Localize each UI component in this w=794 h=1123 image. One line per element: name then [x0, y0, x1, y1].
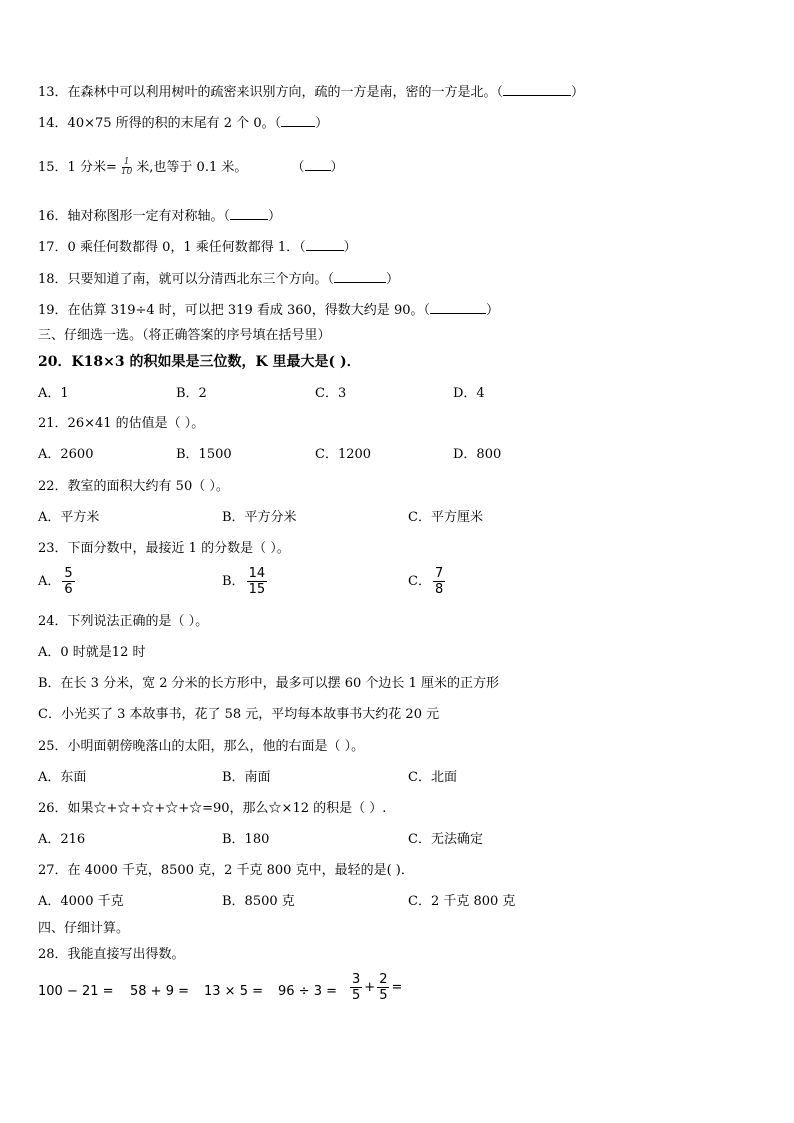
- section-3-heading: 三、仔细选一选。（将正确答案的序号填在括号里）: [38, 328, 331, 343]
- question-16-text: 16．轴对称图形一定有对称轴。（: [38, 209, 231, 224]
- question-21: 21．26×41 的估值是（ ）。: [38, 416, 205, 431]
- option-26-b[interactable]: B．180: [222, 832, 270, 847]
- question-20: 20．K18×3 的积如果是三位数，K 里最大是( )．: [38, 354, 361, 370]
- fraction-2-5: $\frac{2}{5}$: [379, 972, 388, 1003]
- option-25-b[interactable]: B．南面: [222, 770, 271, 785]
- expression-58-plus-9: 58 + 9 =: [130, 984, 189, 999]
- option-22-a[interactable]: A．平方米: [38, 510, 100, 525]
- option-20-b[interactable]: B．2: [176, 386, 207, 401]
- question-13-text: 13．在森林中可以利用树叶的疏密来识别方向，疏的一方是南，密的一方是北。（: [38, 85, 504, 100]
- answer-blank-16[interactable]: [230, 207, 268, 220]
- question-26: 26．如果☆+☆+☆+☆+☆=90，那么☆×12 的积是（ ）.: [38, 801, 387, 816]
- option-23-b[interactable]: B． $\frac{14}{15}$: [222, 566, 266, 597]
- answer-blank-17[interactable]: [306, 238, 344, 251]
- expression-13-times-5: 13 × 5 =: [204, 984, 263, 999]
- question-23: 23．下面分数中，最接近 1 的分数是（ ）。: [38, 541, 290, 556]
- option-26-a[interactable]: A．216: [38, 832, 86, 847]
- question-14: 14．40×75 所得的积的末尾有 2 个 0。（ ）: [38, 116, 329, 131]
- answer-blank-19[interactable]: [430, 301, 486, 314]
- question-15: 15．1 分米= $\frac{1}{10}$ 米,也等于 0.1 米。 （ ）: [38, 157, 344, 177]
- question-19: 19．在估算 319÷4 时，可以把 319 看成 360，得数大约是 90。（ ）: [38, 303, 499, 318]
- option-26-c[interactable]: C．无法确定: [408, 832, 483, 847]
- question-16: 16．轴对称图形一定有对称轴。（ ）: [38, 209, 282, 224]
- question-19-text: 19．在估算 319÷4 时，可以把 319 看成 360，得数大约是 90。（: [38, 303, 430, 318]
- question-13: 13．在森林中可以利用树叶的疏密来识别方向，疏的一方是南，密的一方是北。（ ）: [38, 85, 585, 100]
- question-15-text-post: 米,也等于 0.1 米。: [136, 160, 248, 175]
- question-24: 24．下列说法正确的是（ ）。: [38, 614, 209, 629]
- answer-blank-18[interactable]: [334, 270, 386, 283]
- fraction-1-10: $\frac{1}{10}$: [120, 157, 133, 177]
- option-23-a[interactable]: A． $\frac{5}{6}$: [38, 566, 73, 597]
- option-21-c[interactable]: C．1200: [315, 447, 372, 462]
- option-27-b[interactable]: B．8500 克: [222, 894, 295, 909]
- option-20-c[interactable]: C．3: [315, 386, 347, 401]
- option-20-a[interactable]: A．1: [38, 386, 69, 401]
- option-24-a[interactable]: A．0 时就是12 时: [38, 645, 146, 660]
- question-14-text: 14．40×75 所得的积的末尾有 2 个 0。（: [38, 116, 282, 131]
- question-18: 18．只要知道了南，就可以分清西北东三个方向。（ ）: [38, 272, 400, 287]
- option-20-d[interactable]: D．4: [453, 386, 485, 401]
- question-17-text: 17．0 乘任何数都得 0，1 乘任何数都得 1．（: [38, 240, 306, 255]
- option-22-c[interactable]: C．平方厘米: [408, 510, 483, 525]
- option-25-a[interactable]: A．东面: [38, 770, 87, 785]
- question-17: 17．0 乘任何数都得 0，1 乘任何数都得 1．（ ）: [38, 240, 357, 255]
- answer-blank-13[interactable]: [503, 83, 571, 96]
- fraction-5-6: $\frac{5}{6}$: [64, 566, 73, 597]
- option-25-c[interactable]: C．北面: [408, 770, 457, 785]
- option-24-b[interactable]: B．在长 3 分米，宽 2 分米的长方形中，最多可以摆 60 个边长 1 厘米的正方形: [38, 676, 499, 691]
- fraction-7-8: $\frac{7}{8}$: [434, 566, 444, 597]
- expression-96-div-3: 96 ÷ 3 =: [278, 984, 337, 999]
- expression-100-minus-21: 100 − 21 =: [38, 984, 114, 999]
- option-21-a[interactable]: A．2600: [38, 447, 94, 462]
- option-24-c[interactable]: C．小光买了 3 本故事书，花了 58 元，平均每本故事书大约花 20 元: [38, 707, 440, 722]
- question-25: 25．小明面朝傍晚落山的太阳，那么，他的右面是（ ）。: [38, 739, 365, 754]
- question-27: 27．在 4000 千克，8500 克，2 千克 800 克中，最轻的是( )．: [38, 863, 414, 878]
- answer-blank-14[interactable]: [281, 114, 315, 127]
- fraction-14-15: $\frac{14}{15}$: [248, 566, 266, 597]
- option-27-c[interactable]: C．2 千克 800 克: [408, 894, 516, 909]
- answer-blank-15[interactable]: [305, 158, 331, 171]
- question-28: 28．我能直接写出得数。: [38, 947, 185, 962]
- option-27-a[interactable]: A．4000 千克: [38, 894, 124, 909]
- section-4-heading: 四、仔细计算。: [38, 921, 130, 936]
- fraction-3-5: $\frac{3}{5}$: [352, 972, 361, 1003]
- question-15-text-pre: 15．1 分米=: [38, 160, 117, 175]
- option-21-d[interactable]: D．800: [453, 447, 502, 462]
- question-22: 22．教室的面积大约有 50（ ）。: [38, 479, 229, 494]
- question-18-text: 18．只要知道了南，就可以分清西北东三个方向。（: [38, 272, 335, 287]
- option-21-b[interactable]: B．1500: [176, 447, 232, 462]
- expression-fraction-sum: $\frac{3}{5}$ + $\frac{2}{5}$ =: [352, 972, 403, 1003]
- option-22-b[interactable]: B．平方分米: [222, 510, 297, 525]
- option-23-c[interactable]: C． $\frac{7}{8}$: [408, 566, 444, 597]
